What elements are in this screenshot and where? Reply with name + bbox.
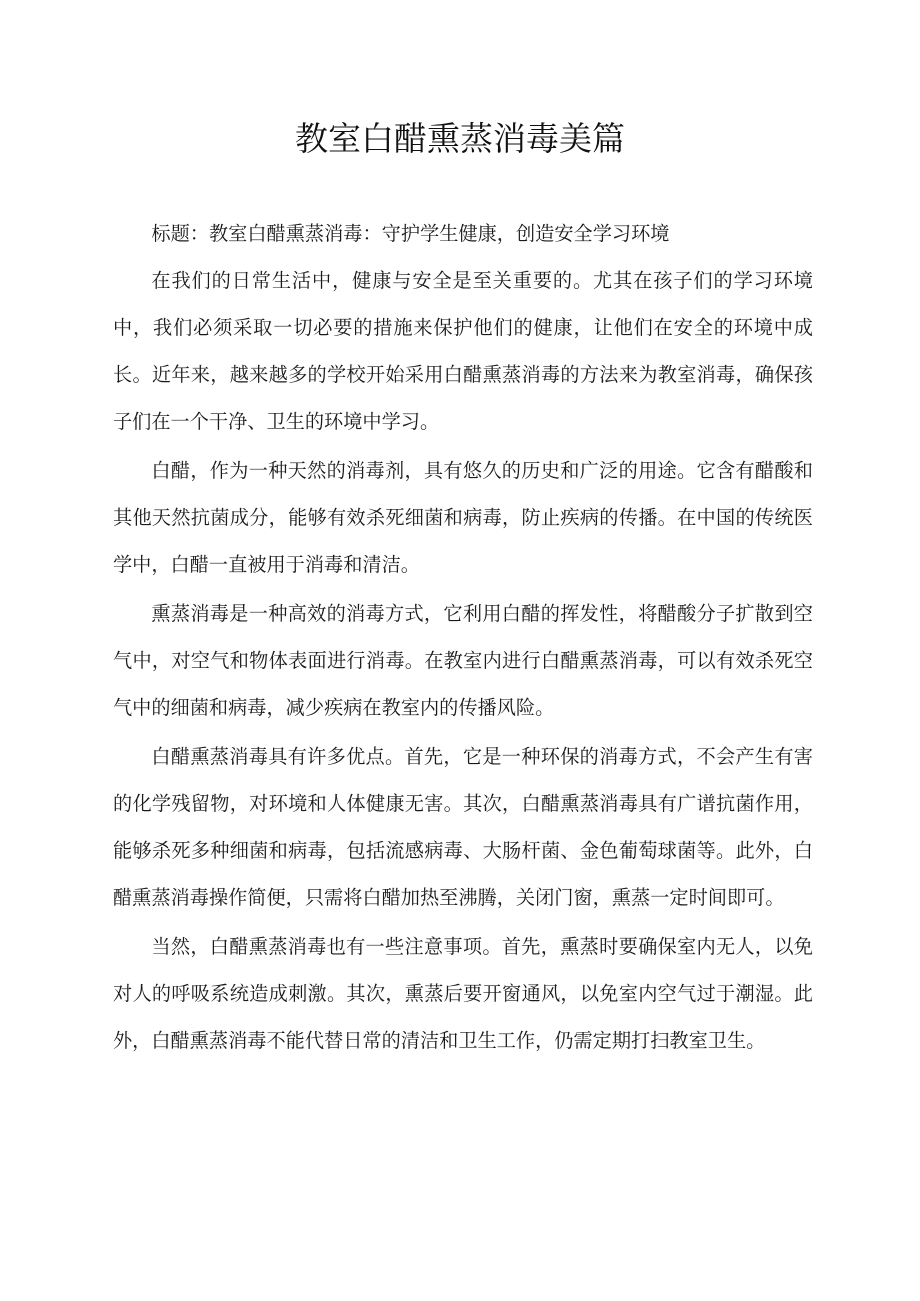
paragraph-intro: 在我们的日常生活中，健康与安全是至关重要的。尤其在孩子们的学习环境中，我们必须采取一切必要的措施来保护他们的健康，让他们在安全的环境中成长。近年来，越来越多的学校开始采用白醋熏蒸消毒的方法来为教室消毒，确保孩子们在一个干净、卫生的环境中学习。 <box>113 269 813 433</box>
paragraph-heading: 标题：教室白醋熏蒸消毒：守护学生健康，创造安全学习环境 <box>151 222 670 245</box>
document-title: 教室白醋熏蒸消毒美篇 <box>295 119 625 158</box>
paragraph-precautions: 当然，白醋熏蒸消毒也有一些注意事项。首先，熏蒸时要确保室内无人，以免对人的呼吸系统造成刺激。其次，熏蒸后要开窗通风，以免室内空气过于潮湿。此外，白醋熏蒸消毒不能代替日常的清洁和卫生工作，仍需定期打扫教室卫生。 <box>113 935 813 1052</box>
paragraph-fumigation: 熏蒸消毒是一种高效的消毒方式，它利用白醋的挥发性，将醋酸分子扩散到空气中，对空气和物体表面进行消毒。在教室内进行白醋熏蒸消毒，可以有效杀死空气中的细菌和病毒，减少疾病在教室内的传播风险。 <box>113 602 813 719</box>
document-body <box>113 210 813 1064</box>
paragraph-advantages: 白醋熏蒸消毒具有许多优点。首先，它是一种环保的消毒方式，不会产生有害的化学残留物，对环境和人体健康无害。其次，白醋熏蒸消毒具有广谱抗菌作用，能够杀死多种细菌和病毒，包括流感病毒、大肠杆菌、金色葡萄球菌等。此外，白醋熏蒸消毒操作简便，只需将白醋加热至沸腾，关闭门窗，熏蒸一定时间即可。 <box>113 745 813 909</box>
paragraph-white-vinegar: 白醋，作为一种天然的消毒剂，具有悠久的历史和广泛的用途。它含有醋酸和其他天然抗菌成分，能够有效杀死细菌和病毒，防止疾病的传播。在中国的传统医学中，白醋一直被用于消毒和清洁。 <box>113 459 813 576</box>
